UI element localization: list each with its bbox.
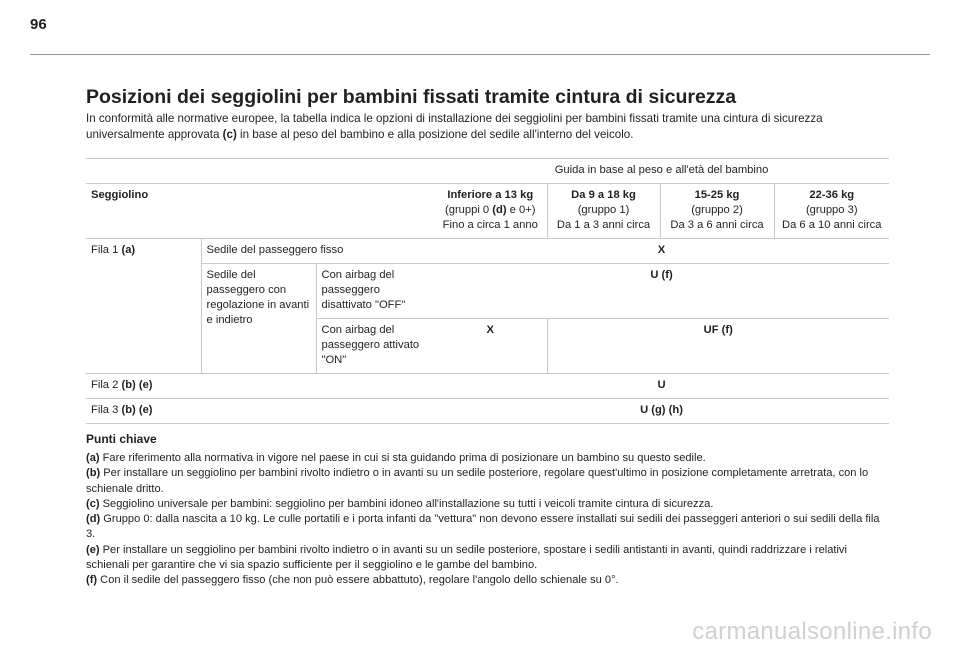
table-weight-header-row	[86, 184, 889, 239]
adjustable-seat-label: Sedile del passeggero con regolazione in avanti e indietro	[201, 264, 316, 374]
table-row-fila-3	[86, 399, 889, 424]
row-fila-2-reference: (b) (e)	[121, 379, 153, 391]
note-d	[86, 512, 886, 543]
row-fila-1-label-text: Fila 1	[91, 244, 122, 256]
intro-text-end: in base al peso del bambino e alla posizione del sedile all'interno del veicolo.	[236, 128, 634, 141]
intro-paragraph	[86, 111, 876, 143]
intro-reference: (c)	[222, 128, 237, 141]
note-e-reference: (e)	[86, 543, 100, 556]
child-seat-table	[86, 158, 889, 424]
weight-group-1-weight: Da 9 a 18 kg	[571, 189, 636, 201]
weight-group-3-header	[774, 184, 889, 239]
weight-group-1-group: (gruppo 1)	[577, 204, 630, 216]
note-f-text: Con il sedile del passeggero fisso (che non può essere abbattuto), regolare l'angolo dello schienale su 0°.	[97, 574, 619, 587]
airbag-off-label: Con airbag del passeggero disattivato "OFF"	[316, 264, 434, 319]
seat-header: Seggiolino	[86, 184, 434, 239]
weight-group-2-weight: 15-25 kg	[694, 189, 740, 201]
note-b	[86, 466, 886, 497]
table-row-fila-2	[86, 374, 889, 399]
row-fila-3-value: U (g) (h)	[434, 399, 889, 424]
note-f	[86, 573, 886, 588]
weight-group-0-weight: Inferiore a 13 kg	[447, 189, 534, 201]
airbag-off-value: U (f)	[434, 264, 889, 319]
key-points-notes	[86, 451, 886, 589]
row-fila-2-label	[86, 374, 434, 399]
note-a	[86, 451, 886, 466]
weight-group-0-age: Fino a circa 1 anno	[442, 219, 538, 231]
note-e	[86, 543, 886, 574]
weight-group-2-age: Da 3 a 6 anni circa	[670, 219, 764, 231]
group-header: Guida in base al peso e all'età del bambino	[434, 159, 889, 184]
airbag-on-value-first: X	[434, 319, 547, 374]
table-row-fila-1-airbag-off	[86, 264, 889, 319]
note-f-reference: (f)	[86, 574, 98, 587]
row-fila-3-reference: (b) (e)	[121, 404, 153, 416]
note-b-reference: (b)	[86, 467, 101, 480]
note-b-text: Per installare un seggiolino per bambini rivolto indietro o in avanti su un sedile posteriore, regolare quest'ultimo in posizione completamente arretrata, con lo schienale dritto.	[86, 467, 869, 495]
note-a-reference: (a)	[86, 452, 100, 464]
table-row-fila-1-fixed	[86, 239, 889, 264]
weight-group-0-group-text-end: e 0+)	[506, 204, 536, 216]
note-d-reference: (d)	[86, 513, 101, 526]
weight-group-3-weight: 22-36 kg	[809, 189, 855, 201]
table-group-header-row	[86, 159, 889, 184]
weight-group-3-age: Da 6 a 10 anni circa	[781, 219, 882, 231]
page-number: 96	[30, 16, 47, 33]
row-fila-3-label	[86, 399, 434, 424]
weight-group-0-header	[434, 184, 547, 239]
weight-group-1-age: Da 1 a 3 anni circa	[556, 219, 651, 231]
airbag-on-value-rest: UF (f)	[547, 319, 889, 374]
airbag-on-label: Con airbag del passeggero attivato "ON"	[316, 319, 434, 374]
fixed-seat-label: Sedile del passeggero fisso	[201, 239, 434, 264]
row-fila-3-label-text: Fila 3	[91, 404, 122, 416]
note-d-text: Gruppo 0: dalla nascita a 10 kg. Le culle portatili e i porta infanti da "vettura" non devono essere installati sui sedili dei passeggeri anteriori o sui sedili della fila 3.	[86, 513, 880, 541]
page-title: Posizioni dei seggiolini per bambini fissati tramite cintura di sicurezza	[86, 86, 737, 108]
note-c	[86, 497, 886, 512]
row-fila-2-value: U	[434, 374, 889, 399]
fixed-seat-value: X	[434, 239, 889, 264]
weight-group-0-group-text: (gruppi 0	[445, 204, 493, 216]
note-c-reference: (c)	[86, 497, 100, 510]
row-fila-1-reference: (a)	[121, 244, 136, 256]
weight-group-2-group: (gruppo 2)	[691, 204, 743, 216]
note-a-text: Fare riferimento alla normativa in vigore nel paese in cui si sta guidando prima di posizionare un bambino su questo sedile.	[99, 452, 706, 464]
intro-text-start: In conformità alle normative europee, la tabella indica le opzioni di installazione dei seggiolini per bambini fissati tramite una cintura di sicurezza universalmente approvata	[86, 112, 823, 141]
header-divider	[30, 54, 930, 55]
row-fila-1-label	[86, 239, 201, 374]
note-e-text: Per installare un seggiolino per bambini rivolto indietro o in avanti su un sedile posteriore, spostare i sedili antistanti in avanti, quindi raddrizzare i relativi schienali per garantire che vi sia spazio sufficiente per il seggiolino e le gambe del bambino.	[86, 543, 847, 572]
note-c-text: Seggiolino universale per bambini: seggiolino per bambini idoneo all'installazione su tutti i veicoli tramite cintura di sicurezza.	[99, 497, 714, 510]
key-points-title: Punti chiave	[86, 432, 157, 446]
site-watermark: carmanualsonline.info	[692, 618, 932, 645]
row-fila-2-label-text: Fila 2	[91, 379, 122, 391]
weight-group-0-group	[439, 203, 542, 218]
weight-group-3-group: (gruppo 3)	[805, 204, 858, 216]
weight-group-0-reference: (d)	[492, 204, 507, 216]
weight-group-1-header	[547, 184, 660, 239]
weight-group-2-header	[660, 184, 774, 239]
